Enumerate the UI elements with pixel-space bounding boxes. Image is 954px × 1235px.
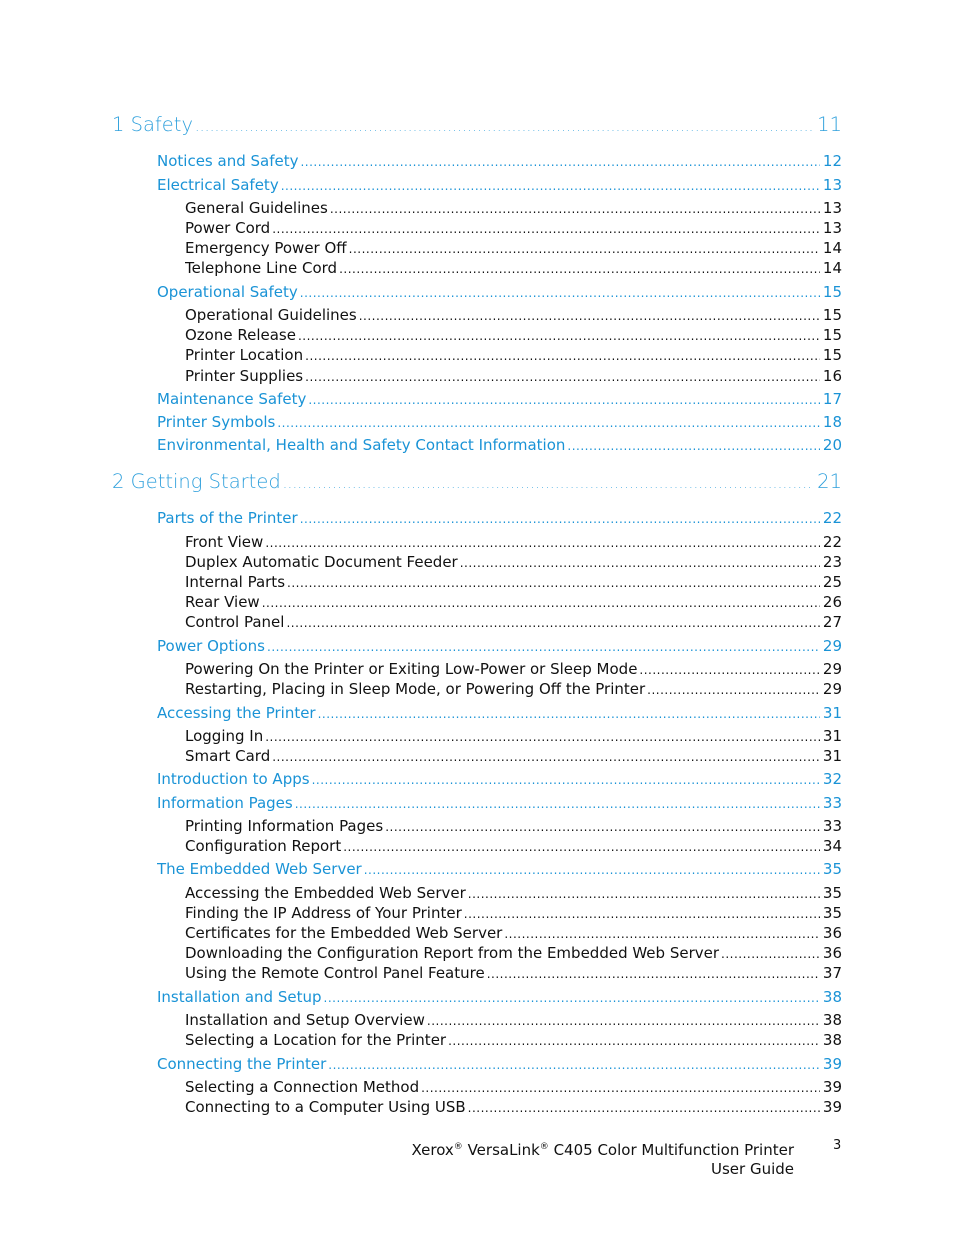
toc-entry-page: 36 <box>822 924 842 942</box>
toc-entry-title: Maintenance Safety <box>157 390 307 408</box>
footer-model: C405 Color Multifunction Printer <box>553 1141 794 1159</box>
toc-entry-page: 34 <box>822 837 842 855</box>
dot-leader <box>267 640 820 654</box>
toc-entry-page: 27 <box>822 613 842 631</box>
dot-leader <box>339 262 820 276</box>
toc-entry-title: General Guidelines <box>185 199 328 217</box>
toc-entry-page: 38 <box>822 1011 842 1029</box>
toc-entry-title: Connecting the Printer <box>157 1055 327 1073</box>
toc-entry-page: 35 <box>822 884 842 902</box>
toc-entry-sub <box>185 727 842 745</box>
toc-entry-sub <box>185 219 842 237</box>
toc-entry-page: 26 <box>822 593 842 611</box>
toc-entry-sub <box>185 259 842 277</box>
toc-entry-section[interactable] <box>157 176 842 194</box>
dot-leader <box>639 663 819 677</box>
toc-entry-page: 36 <box>822 944 842 962</box>
toc-entry-chapter[interactable] <box>112 470 842 493</box>
toc-entry-title: Information Pages <box>157 794 293 812</box>
dot-leader <box>286 616 819 630</box>
toc-entry-section[interactable] <box>157 704 842 722</box>
dot-leader <box>305 349 820 363</box>
toc-entry-page: 29 <box>822 660 842 678</box>
dot-leader <box>277 416 820 430</box>
toc-entry-sub <box>185 924 842 942</box>
toc-entry-title: Front View <box>185 533 264 551</box>
dot-leader <box>265 536 820 550</box>
dot-leader <box>195 119 814 135</box>
toc-entry-title: Configuration Report <box>185 837 342 855</box>
toc-entry-title: Internal Parts <box>185 573 286 591</box>
toc-entry-title: Logging In <box>185 727 264 745</box>
toc-entry-page: 38 <box>822 1031 842 1049</box>
toc-entry-sub <box>185 1011 842 1029</box>
dot-leader <box>504 927 820 941</box>
toc-entry-title: Electrical Safety <box>157 176 279 194</box>
dot-leader <box>324 991 820 1005</box>
toc-entry-sub <box>185 533 842 551</box>
footer-doc-title: User Guide <box>710 1160 794 1178</box>
toc-entry-page: 23 <box>822 553 842 571</box>
toc-entry-sub <box>185 239 842 257</box>
toc-entry-page: 22 <box>822 509 842 527</box>
toc-entry-title: Rear View <box>185 593 260 611</box>
dot-leader <box>427 1014 820 1028</box>
dot-leader <box>468 887 820 901</box>
toc-entry-sub <box>185 613 842 631</box>
toc-entry-chapter[interactable] <box>112 113 842 136</box>
toc-entry-title: Using the Remote Control Panel Feature <box>185 964 485 982</box>
dot-leader <box>468 1101 820 1115</box>
toc-entry-page: 12 <box>822 152 842 170</box>
toc-entry-title: Installation and Setup Overview <box>185 1011 425 1029</box>
toc-entry-page: 16 <box>822 367 842 385</box>
registered-mark: ® <box>539 1142 549 1152</box>
toc-entry-title: Smart Card <box>185 747 271 765</box>
toc-entry-section[interactable] <box>157 390 842 408</box>
toc-entry-title: Printer Location <box>185 346 304 364</box>
dot-leader <box>300 286 820 300</box>
toc-entry-title: Downloading the Configuration Report from the Embedded Web Server <box>185 944 720 962</box>
toc-entry-page: 21 <box>817 470 842 493</box>
dot-leader <box>647 683 820 697</box>
toc-entry-title: Environmental, Health and Safety Contact Information <box>157 436 566 454</box>
toc-entry-title: Printer Symbols <box>157 413 276 431</box>
page-number: 3 <box>833 1138 842 1153</box>
dot-leader <box>295 797 820 811</box>
toc-entry-sub <box>185 817 842 835</box>
toc-entry-title: Introduction to Apps <box>157 770 310 788</box>
dot-leader <box>359 309 820 323</box>
toc-entry-page: 32 <box>822 770 842 788</box>
toc-entry-page: 37 <box>822 964 842 982</box>
dot-leader <box>283 476 814 492</box>
toc-entry-page: 13 <box>822 176 842 194</box>
toc-entry-section[interactable] <box>157 436 842 454</box>
dot-leader <box>364 863 820 877</box>
toc-entry-sub <box>185 1078 842 1096</box>
dot-leader <box>305 370 820 384</box>
toc-entry-page: 20 <box>822 436 842 454</box>
toc-entry-title: Telephone Line Cord <box>185 259 338 277</box>
toc-entry-page: 39 <box>822 1055 842 1073</box>
toc-entry-page: 35 <box>822 904 842 922</box>
toc-entry-sub <box>185 964 842 982</box>
dot-leader <box>460 556 820 570</box>
dot-leader <box>385 820 820 834</box>
toc-entry-title: 1 Safety <box>112 113 193 136</box>
toc-entry-title: The Embedded Web Server <box>157 860 362 878</box>
dot-leader <box>448 1034 820 1048</box>
toc-entry-sub <box>185 593 842 611</box>
toc-entry-title: Printer Supplies <box>185 367 304 385</box>
footer-product: VersaLink <box>467 1141 540 1159</box>
toc-entry-section[interactable] <box>157 988 842 1006</box>
dot-leader <box>281 179 820 193</box>
toc-entry-title: Powering On the Printer or Exiting Low-Power or Sleep Mode <box>185 660 638 678</box>
toc-entry-title: Notices and Safety <box>157 152 299 170</box>
toc-entry-page: 39 <box>822 1078 842 1096</box>
toc-entry-title: Restarting, Placing in Sleep Mode, or Powering Off the Printer <box>185 680 646 698</box>
toc-entry-title: 2 Getting Started <box>112 470 281 493</box>
toc-entry-page: 13 <box>822 219 842 237</box>
toc-entry-title: Accessing the Embedded Web Server <box>185 884 466 902</box>
toc-entry-page: 15 <box>822 326 842 344</box>
dot-leader <box>567 439 820 453</box>
toc-entry-sub <box>185 837 842 855</box>
dot-leader <box>287 576 820 590</box>
toc-entry-section[interactable] <box>157 637 842 655</box>
toc-entry-page: 39 <box>822 1098 842 1116</box>
dot-leader <box>487 967 820 981</box>
dot-leader <box>300 155 819 169</box>
toc-entry-sub <box>185 747 842 765</box>
toc-entry-title: Emergency Power Off <box>185 239 347 257</box>
toc-entry-page: 15 <box>822 283 842 301</box>
toc-entry-page: 31 <box>822 727 842 745</box>
toc-entry-title: Certificates for the Embedded Web Server <box>185 924 503 942</box>
dot-leader <box>272 222 820 236</box>
dot-leader <box>312 773 820 787</box>
toc-entry-section[interactable] <box>157 860 842 878</box>
toc-entry-title: Control Panel <box>185 613 285 631</box>
toc-entry-title: Operational Safety <box>157 283 298 301</box>
toc-entry-sub <box>185 1098 842 1116</box>
toc-entry-page: 15 <box>822 346 842 364</box>
toc-entry-section[interactable] <box>157 283 842 301</box>
toc-entry-section[interactable] <box>157 1055 842 1073</box>
toc-entry-sub <box>185 553 842 571</box>
toc-entry-page: 29 <box>822 680 842 698</box>
toc-entry-page: 29 <box>822 637 842 655</box>
toc-entry-sub <box>185 573 842 591</box>
toc-entry-sub <box>185 904 842 922</box>
dot-leader <box>298 329 820 343</box>
dot-leader <box>464 907 820 921</box>
toc-entry-page: 18 <box>822 413 842 431</box>
dot-leader <box>262 596 820 610</box>
dot-leader <box>308 393 820 407</box>
dot-leader <box>421 1081 820 1095</box>
toc-entry-title: Power Options <box>157 637 265 655</box>
toc-entry-page: 13 <box>822 199 842 217</box>
toc-entry-page: 25 <box>822 573 842 591</box>
toc-entry-sub <box>185 1031 842 1049</box>
toc-entry-section[interactable] <box>157 152 842 170</box>
toc-entry-page: 14 <box>822 239 842 257</box>
toc-entry-title: Duplex Automatic Document Feeder <box>185 553 458 571</box>
dot-leader <box>272 750 820 764</box>
dot-leader <box>300 512 820 526</box>
toc-entry-title: Connecting to a Computer Using USB <box>185 1098 466 1116</box>
toc-entry-sub <box>185 346 842 364</box>
toc-entry-page: 31 <box>822 747 842 765</box>
toc-entry-section[interactable] <box>157 413 842 431</box>
toc-entry-section[interactable] <box>157 770 842 788</box>
dot-leader <box>343 840 820 854</box>
toc-entry-title: Selecting a Connection Method <box>185 1078 420 1096</box>
dot-leader <box>330 202 820 216</box>
toc-entry-page: 35 <box>822 860 842 878</box>
toc-entry-sub <box>185 367 842 385</box>
toc-entry-page: 38 <box>822 988 842 1006</box>
toc-entry-page: 15 <box>822 306 842 324</box>
toc-entry-page: 14 <box>822 259 842 277</box>
toc-entry-sub <box>185 884 842 902</box>
toc-entry-title: Parts of the Printer <box>157 509 298 527</box>
footer <box>412 1138 794 1179</box>
dot-leader <box>721 947 820 961</box>
dot-leader <box>328 1058 820 1072</box>
toc-entry-title: Printing Information Pages <box>185 817 384 835</box>
toc-entry-sub <box>185 680 842 698</box>
toc-entry-title: Accessing the Printer <box>157 704 316 722</box>
toc-entry-page: 33 <box>822 794 842 812</box>
dot-leader <box>349 242 820 256</box>
registered-mark: ® <box>453 1142 463 1152</box>
toc-entry-page: 22 <box>822 533 842 551</box>
toc-entry-title: Ozone Release <box>185 326 296 344</box>
footer-product-line <box>412 1138 794 1160</box>
dot-leader <box>318 707 820 721</box>
toc-entry-page: 11 <box>817 113 842 136</box>
toc-entry-page: 17 <box>822 390 842 408</box>
toc-entry-title: Selecting a Location for the Printer <box>185 1031 447 1049</box>
toc-entry-page: 33 <box>822 817 842 835</box>
toc-entry-sub <box>185 326 842 344</box>
toc-entry-sub <box>185 306 842 324</box>
toc-entry-sub <box>185 199 842 217</box>
toc-entry-title: Installation and Setup <box>157 988 322 1006</box>
toc-entry-sub <box>185 660 842 678</box>
dot-leader <box>265 730 820 744</box>
toc-entry-title: Operational Guidelines <box>185 306 357 324</box>
toc-entry-section[interactable] <box>157 794 842 812</box>
toc-entry-title: Power Cord <box>185 219 271 237</box>
toc-entry-page: 31 <box>822 704 842 722</box>
toc-entry-section[interactable] <box>157 509 842 527</box>
footer-brand: Xerox <box>411 1141 454 1159</box>
toc-entry-title: Finding the IP Address of Your Printer <box>185 904 462 922</box>
toc-entry-sub <box>185 944 842 962</box>
